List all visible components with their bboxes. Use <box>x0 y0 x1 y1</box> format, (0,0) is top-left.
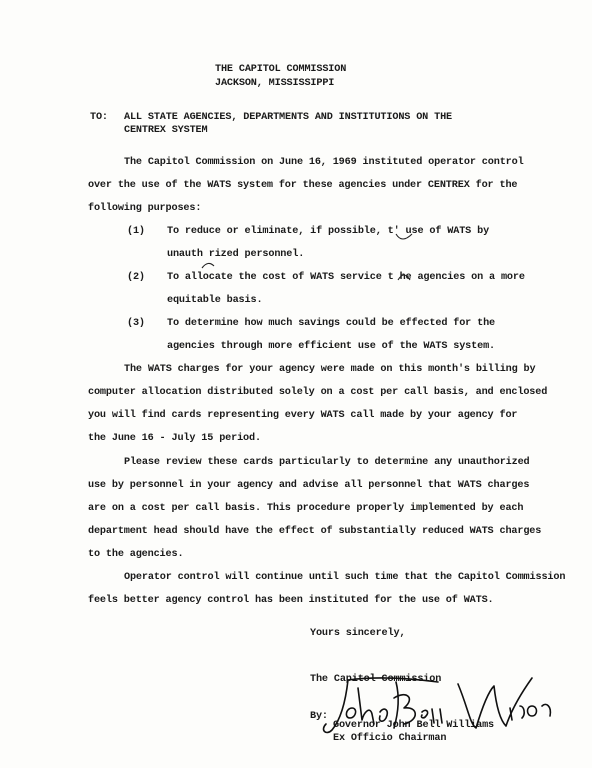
item-2-line-2: equitable basis. <box>167 295 263 306</box>
item-3-number: (3) <box>127 318 145 329</box>
item-1-line-1: To reduce or eliminate, if possible, t' use of WATS by <box>167 226 490 237</box>
closing-title: Ex Officio Chairman <box>333 733 447 744</box>
to-line-2: CENTREX SYSTEM <box>124 125 208 136</box>
to-line-1: ALL STATE AGENCIES, DEPARTMENTS AND INSTITUTIONS ON THE <box>124 112 452 123</box>
para2-line-3: you will find cards representing every WATS call made by your agency for <box>88 410 518 421</box>
intro-line-2: over the use of the WATS system for these agencies under CENTREX for the <box>88 180 518 191</box>
item-2-line-1: To allocate the cost of WATS service t he agencies on a more <box>167 272 525 283</box>
item-2-number: (2) <box>127 272 145 283</box>
para3-line-3: are on a cost per call basis. This procedure properly implemented by each <box>88 503 524 514</box>
to-label: TO: <box>90 112 108 123</box>
intro-line-3: following purposes: <box>88 203 202 214</box>
closing-salutation: Yours sincerely, <box>310 628 406 639</box>
closing-commission: The Capitol Commission <box>310 674 442 685</box>
para3-line-4: department head should have the effect of substantially reduced WATS charges <box>88 526 542 537</box>
para2-line-1: The WATS charges for your agency were made on this month's billing by <box>124 364 536 375</box>
para3-line-2: use by personnel in your agency and advise all personnel that WATS charges <box>88 480 530 491</box>
header-org: THE CAPITOL COMMISSION <box>215 64 347 75</box>
signature-icon <box>318 668 568 758</box>
intro-line-1: The Capitol Commission on June 16, 1969 instituted operator control <box>124 157 524 168</box>
header-city: JACKSON, MISSISSIPPI <box>215 78 335 89</box>
para3-line-5: to the agencies. <box>88 549 184 560</box>
para2-line-2: computer allocation distributed solely on a cost per call basis, and enclosed <box>88 387 548 398</box>
closing-name: Governor John Bell Williams <box>333 720 495 731</box>
para2-line-4: the June 16 - July 15 period. <box>88 433 261 444</box>
item-3-line-1: To determine how much savings could be effected for the <box>167 318 495 329</box>
closing-by: By: <box>310 711 328 722</box>
item-3-line-2: agencies through more efficient use of the WATS system. <box>167 341 495 352</box>
item-1-line-2: unauth rized personnel. <box>167 249 305 260</box>
para4-line-1: Operator control will continue until such time that the Capitol Commission <box>124 572 566 583</box>
para4-line-2: feels better agency control has been instituted for the use of WATS. <box>88 595 494 606</box>
para3-line-1: Please review these cards particularly to determine any unauthorized <box>124 457 530 468</box>
item-1-number: (1) <box>127 226 145 237</box>
